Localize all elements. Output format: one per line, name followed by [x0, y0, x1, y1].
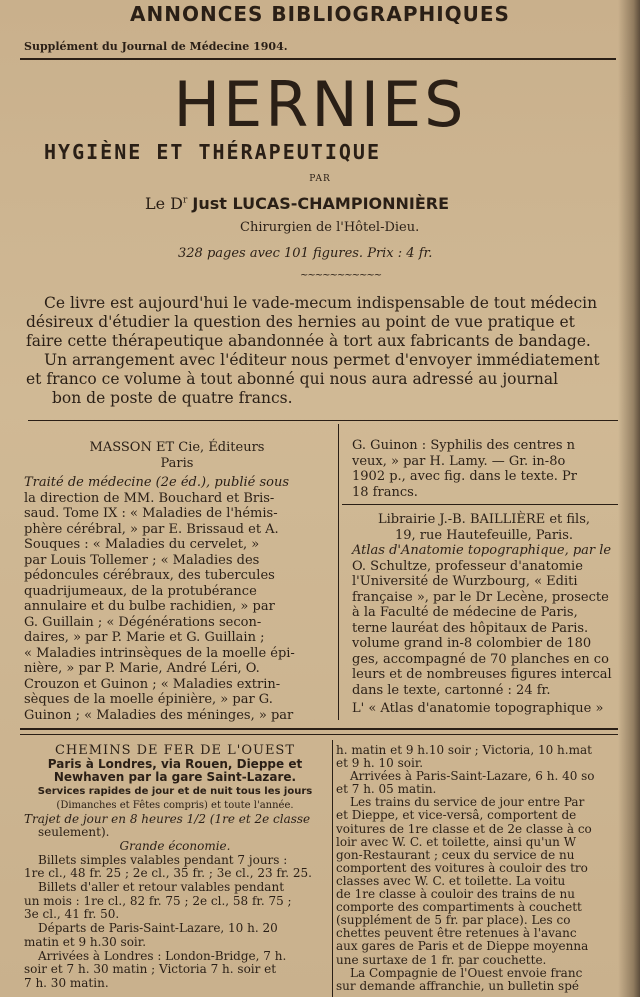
masson-line: pédoncules cérébraux, des tubercules	[24, 568, 275, 583]
railway-line: comportent des voitures à couloir des tro	[336, 860, 588, 875]
railway-company: CHEMINS DE FER DE L'OUEST	[54, 743, 296, 758]
masson-line: phère cérébral, » par E. Brissaud et A.	[24, 521, 279, 537]
railway-line: loir avec W. C. et toilette, ainsi qu'un W	[336, 834, 577, 849]
masson-city: Paris	[160, 455, 194, 471]
guinon-line: 18 francs.	[352, 484, 418, 500]
railway-line: de 1re classe à couloir des trains de nu	[336, 887, 575, 902]
masson-line: annulaire et du bulbe rachidien, » par	[24, 599, 275, 614]
author-name: Just LUCAS-CHAMPIONNIÈRE	[192, 194, 450, 213]
railway-line: Billets simples valables pendant 7 jours :	[38, 852, 288, 867]
railway-line: La Compagnie de l'Ouest envoie franc	[350, 965, 583, 980]
railway-line: Arrivées à Londres : London-Bridge, 7 h.	[38, 948, 287, 963]
railway-line: et 7 h. 05 matin.	[336, 782, 437, 797]
page-binding-shadow	[618, 0, 640, 997]
masson-line: quadrijumeaux, de la protubérance	[24, 583, 257, 599]
railway-line: sur demande affranchie, un bulletin spé	[336, 978, 579, 993]
masson-line: nière, » par P. Marie, André Léri, O.	[24, 661, 260, 676]
guinon-line: 1902 p., avec fig. dans le texte. Pr	[352, 469, 578, 484]
author-line	[145, 194, 449, 213]
masson-line: la direction de MM. Bouchard et Bris-	[24, 490, 275, 506]
railway-line: soir et 7 h. 30 matin ; Victoria 7 h. soir et	[24, 962, 277, 977]
railway-divider	[332, 740, 333, 997]
desc-line: désireux d'étudier la question des hernies au point de vue pratique et	[26, 313, 575, 331]
railway-line: chettes peuvent être retenues à l'avanc	[336, 926, 577, 941]
masson-line: daires, » par P. Marie et G. Guillain ;	[24, 630, 265, 645]
railway-line: aux gares de Paris et de Dieppe moyenna	[336, 939, 589, 954]
railway-route: Newhaven par la gare Saint-Lazare.	[53, 770, 297, 785]
railway-line: Arrivées à Paris-Saint-Lazare, 6 h. 40 so	[350, 769, 595, 784]
ornament: ~~~~~~~~~~~	[300, 270, 382, 281]
railway-line: seulement).	[38, 825, 110, 840]
guinon-continuation	[352, 438, 616, 500]
railway-line: comporte des compartiments à couchett	[336, 900, 582, 915]
guinon-line: veux, » par H. Lamy. — Gr. in-8o	[352, 453, 566, 469]
masson-line: sèques de la moelle épinière, » par G.	[24, 692, 273, 707]
desc-line: Ce livre est aujourd'hui le vade-mecum indispensable de tout médecin	[44, 294, 598, 312]
railway-line: voitures de 1re classe et de 2e classe à co	[336, 821, 592, 836]
railway-line: classes avec W. C. et toilette. La voitu	[336, 873, 566, 888]
railway-line: Trajet de jour en 8 heures 1/2 (1re et 2e classe	[24, 811, 311, 826]
masson-line: par Louis Tollemer ; « Maladies des	[24, 552, 260, 568]
masson-line: Guinon ; « Maladies des méninges, » par	[24, 707, 294, 723]
par-label: PAR	[309, 174, 331, 184]
bailliere-line: leurs et de nombreuses figures intercal	[352, 667, 612, 682]
railway-route: Paris à Londres, via Rouen, Dieppe et	[47, 756, 303, 771]
bailliere-line: française », par le Dr Lecène, prosecte	[352, 589, 609, 605]
book-details: 328 pages avec 101 figures. Prix : 4 fr.	[178, 246, 433, 261]
masson-line: G. Guillain ; « Dégénérations secon-	[24, 614, 262, 630]
bailliere-line: terne lauréat des hôpitaux de Paris.	[352, 620, 589, 636]
header-rule	[20, 58, 616, 60]
bailliere-address: 19, rue Hautefeuille, Paris.	[395, 527, 573, 543]
author-affiliation: Chirurgien de l'Hôtel-Dieu.	[240, 220, 420, 235]
railway-line: une surtaxe de 1 fr. par couchette.	[336, 952, 547, 967]
railway-top-rule	[20, 728, 618, 730]
railway-line: Départs de Paris-Saint-Lazare, 10 h. 20	[38, 921, 278, 936]
guinon-line: G. Guinon : Syphilis des centres n	[352, 438, 576, 453]
railway-left	[24, 744, 326, 991]
section-rule	[28, 420, 618, 421]
bailliere-line: Atlas d'Anatomie topographique, par le	[352, 543, 612, 558]
bailliere-ad	[352, 512, 616, 717]
book-description	[26, 294, 616, 408]
masson-line: saud. Tome IX : « Maladies de l'hémis-	[24, 506, 278, 521]
desc-line: faire cette thérapeutique abandonnée à tort aux fabricants de bandage.	[26, 332, 591, 350]
railway-line: et 9 h. 10 soir.	[336, 756, 424, 771]
supplement-line: Supplément du Journal de Médecine 1904.	[24, 40, 288, 53]
author-prefix-sup: r	[183, 195, 188, 206]
masson-line: Crouzon et Guinon ; « Maladies extrin-	[24, 676, 281, 692]
masson-line: Traité de médecine (2e éd.), publié sous	[24, 475, 290, 490]
book-subtitle: HYGIÈNE ET THÉRAPEUTIQUE	[44, 140, 381, 164]
railway-line: 1re cl., 48 fr. 25 ; 2e cl., 35 fr. ; 3e cl., 23 fr. 25.	[24, 866, 312, 881]
author-prefix: Le D	[145, 194, 184, 213]
book-title: HERNIES	[173, 68, 467, 141]
masson-line: « Maladies intrinsèques de la moelle épi-	[24, 645, 295, 661]
masson-ad	[24, 440, 330, 723]
bailliere-rule	[342, 504, 618, 505]
railway-line: 7 h. 30 matin.	[24, 975, 109, 990]
railway-line: 3e cl., 41 fr. 50.	[24, 907, 120, 922]
railway-second-rule	[20, 734, 618, 735]
railway-line: h. matin et 9 h.10 soir ; Victoria, 10 h.mat	[336, 743, 592, 757]
bailliere-line: L' « Atlas d'anatomie topographique »	[352, 701, 604, 716]
desc-line: et franco ce volume à tout abonné qui nous aura adressé au journal	[26, 370, 559, 388]
railway-line: matin et 9 h.30 soir.	[24, 934, 147, 949]
masson-publisher: MASSON ET Cie, Éditeurs	[89, 440, 265, 455]
railway-right	[336, 744, 622, 993]
annonces-header: ANNONCES BIBLIOGRAPHIQUES	[130, 2, 510, 26]
bailliere-line: ges, accompagné de 70 planches en co	[352, 651, 609, 667]
bailliere-line: O. Schultze, professeur d'anatomie	[352, 558, 583, 574]
railway-line: un mois : 1re cl., 82 fr. 75 ; 2e cl., 58 fr. 75 ;	[24, 893, 292, 908]
railway-services: Services rapides de jour et de nuit tous les jours	[37, 786, 313, 798]
railway-services-note: (Dimanches et Fêtes compris) et toute l'année.	[56, 799, 294, 811]
railway-line: et Dieppe, et vice-versâ, comportent de	[336, 808, 577, 823]
railway-line: Grande économie.	[119, 838, 231, 853]
column-divider	[338, 424, 339, 720]
railway-line: Les trains du service de jour entre Par	[350, 795, 585, 810]
bailliere-line: l'Université de Wurzbourg, « Editi	[352, 574, 578, 589]
desc-line: bon de poste de quatre francs.	[52, 389, 293, 407]
bailliere-publisher: Librairie J.-B. BAILLIÈRE et fils,	[377, 512, 591, 527]
masson-line: Souques : « Maladies du cervelet, »	[24, 537, 260, 552]
railway-line: gon-Restaurant ; ceux du service de nu	[336, 847, 575, 862]
bailliere-line: dans le texte, cartonné : 24 fr.	[352, 682, 551, 698]
bailliere-line: à la Faculté de médecine de Paris,	[352, 605, 578, 620]
railway-line: (supplément de 5 fr. par place). Les co	[336, 913, 571, 928]
railway-line: Billets d'aller et retour valables pendant	[38, 880, 285, 895]
bailliere-line: volume grand in-8 colombier de 180	[352, 636, 592, 651]
desc-line: Un arrangement avec l'éditeur nous permet d'envoyer immédiatement	[44, 351, 600, 369]
